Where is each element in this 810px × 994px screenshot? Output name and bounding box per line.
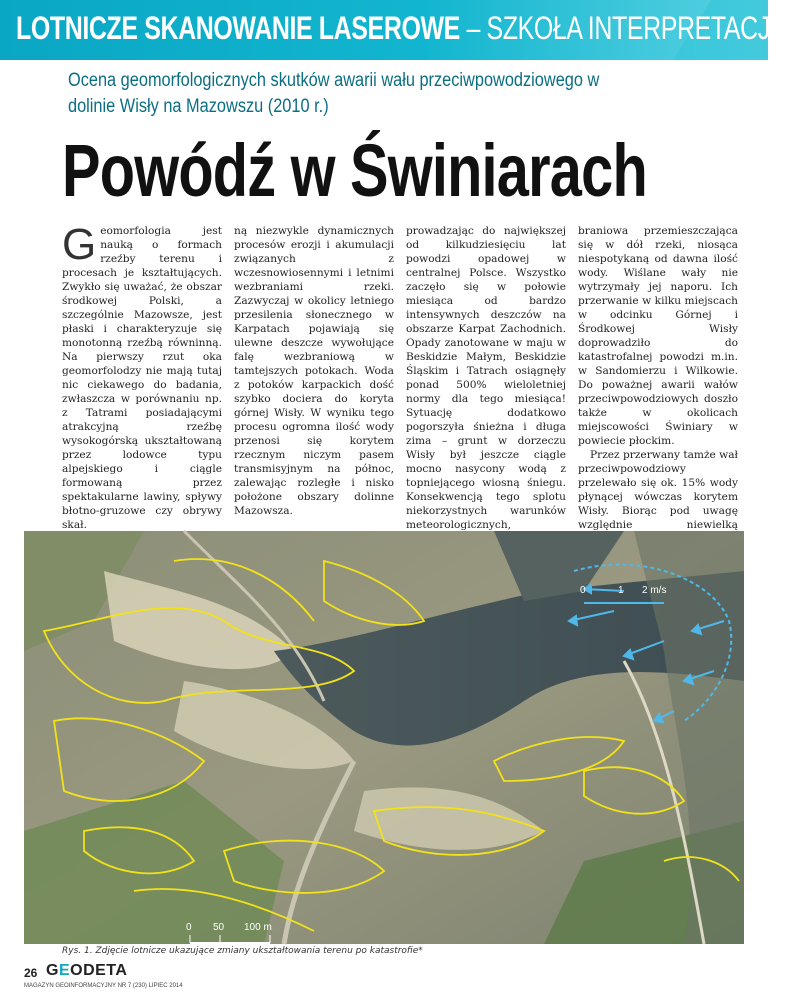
series-title-bold: LOTNICZE SKANOWANIE LASEROWE bbox=[16, 10, 460, 46]
paragraph: ną niezwykle dynamicznych procesów erozji i akumulacji związanych z wczesnowiosennymi i letnimi wezbraniami rzeki. Zazwyczaj w okolicy letniego przesilenia słonecznego w Karpatach pojawiają się ulewne deszcze wywołujące falę wezbraniową w tamtejszych potokach. Woda z potoków karpackich dość szybko dociera do koryta górnej Wisły. W wyniku tego procesu ogromna ilość wody przenosi się korytem rzecznym niczym pasem transmisyjnym na północ, zalewając rozległe i nisko położone obszary dolinne Mazowsza. bbox=[234, 225, 394, 517]
logo-text: G bbox=[46, 962, 59, 979]
figure-caption: Rys. 1. Zdjęcie lotnicze ukazujące zmiany ukształtowania terenu po katastrofie* bbox=[62, 946, 423, 956]
drop-cap: G bbox=[62, 220, 97, 269]
speed-scale-label: 1 bbox=[618, 585, 624, 596]
column-4 bbox=[578, 224, 738, 574]
paragraph: Przez przerwany tamże wał przeciwpowodziowy przelewało się ok. 15% wody płynącej wówczas korytem Wisły. Biorąc pod uwagę względnie niewielką bbox=[578, 449, 738, 531]
magazine-issue: MAGAZYN GEOINFORMACYJNY NR 7 (230) LIPIEC 2014 bbox=[24, 983, 183, 989]
logo-text: ODETA bbox=[70, 962, 128, 979]
series-title-light: – SZKOŁA INTERPRETACJI [5] bbox=[459, 10, 810, 46]
paragraph: eomorfologia jest nauką o formach rzeźby terenu i procesach je kształtujących. Zwykło się uważać, że obszar środkowej Polski, a szczególnie Mazowsze, jest płaski i charakteryzuje się monotonną rzeźbą równinną. Na pierwszy rzut oka geomorfolodzy nie mają tutaj nic ciekawego do badania, zwłaszcza w porównaniu np. z Tatrami posiadającymi atrakcyjną rzeźbę wysokogórską ukształtowaną przez lodowce typu alpejskiego i ciągle formowaną przez spektakularne lawiny, spływy błotno-gruzowe czy obrywy skał. bbox=[62, 225, 222, 531]
article-subtitle: Ocena geomorfologicznych skutków awarii wału przeciwpowodziowego w dolinie Wisły na Mazowszu (2010 r.) bbox=[68, 70, 600, 117]
distance-scale-label: 0 bbox=[186, 922, 192, 933]
speed-scale-label: 0 bbox=[580, 585, 586, 596]
aerial-photo-drawing bbox=[24, 531, 744, 944]
article-headline: Powódź w Świniarach bbox=[62, 129, 647, 212]
distance-scale-label: 50 bbox=[213, 922, 225, 933]
paragraph: prowadzając do największej od kilkudziesięciu lat powodzi opadowej w centralnej Polsce. Wszystko zaczęło się w połowie miesiąca od bardzo intensywnych deszczów na obszarze Karpat Zachodnich. Opady zanotowane w maju w Beskidzie Małym, Beskidzie Śląskim i Tatrach osiągnęły ponad 500% wieloletniej normy dla tego miesiąca! Sytuację dodatkowo pogorszyła śnieżna i długa zima – grunt w dorzeczu Wisły był jeszcze ciągle mocno nasycony wodą z topniejącego wiosną śniegu. Konsekwencją tego splotu niekorzystnych warunków meteorologicznych, bbox=[406, 225, 566, 531]
page-number: 26 bbox=[24, 966, 38, 980]
magazine-logo bbox=[46, 962, 127, 980]
speed-scale-label: 2 m/s bbox=[642, 585, 667, 596]
article-body bbox=[62, 220, 742, 531]
header-banner bbox=[0, 0, 810, 60]
logo-text: E bbox=[58, 962, 71, 979]
paragraph: braniowa przemieszczająca się w dół rzeki, niosąca niespotykaną od dawna ilość wody. Wiślane wały nie wytrzymały jej naporu. Ich przerwanie w kilku miejscach w odcinku Górnej i Środkowej Wisły doprowadziło do katastrofalnej powodzi m.in. w Sandomierzu i Wilkowie. Do poważnej awarii wałów przeciwpowodziowych doszło także w okolicach miejscowości Świniary w powiecie płockim. bbox=[578, 225, 738, 447]
distance-scale-label: 100 m bbox=[244, 922, 272, 933]
series-title bbox=[16, 10, 810, 47]
column-3 bbox=[406, 224, 566, 574]
aerial-photo bbox=[24, 531, 744, 944]
